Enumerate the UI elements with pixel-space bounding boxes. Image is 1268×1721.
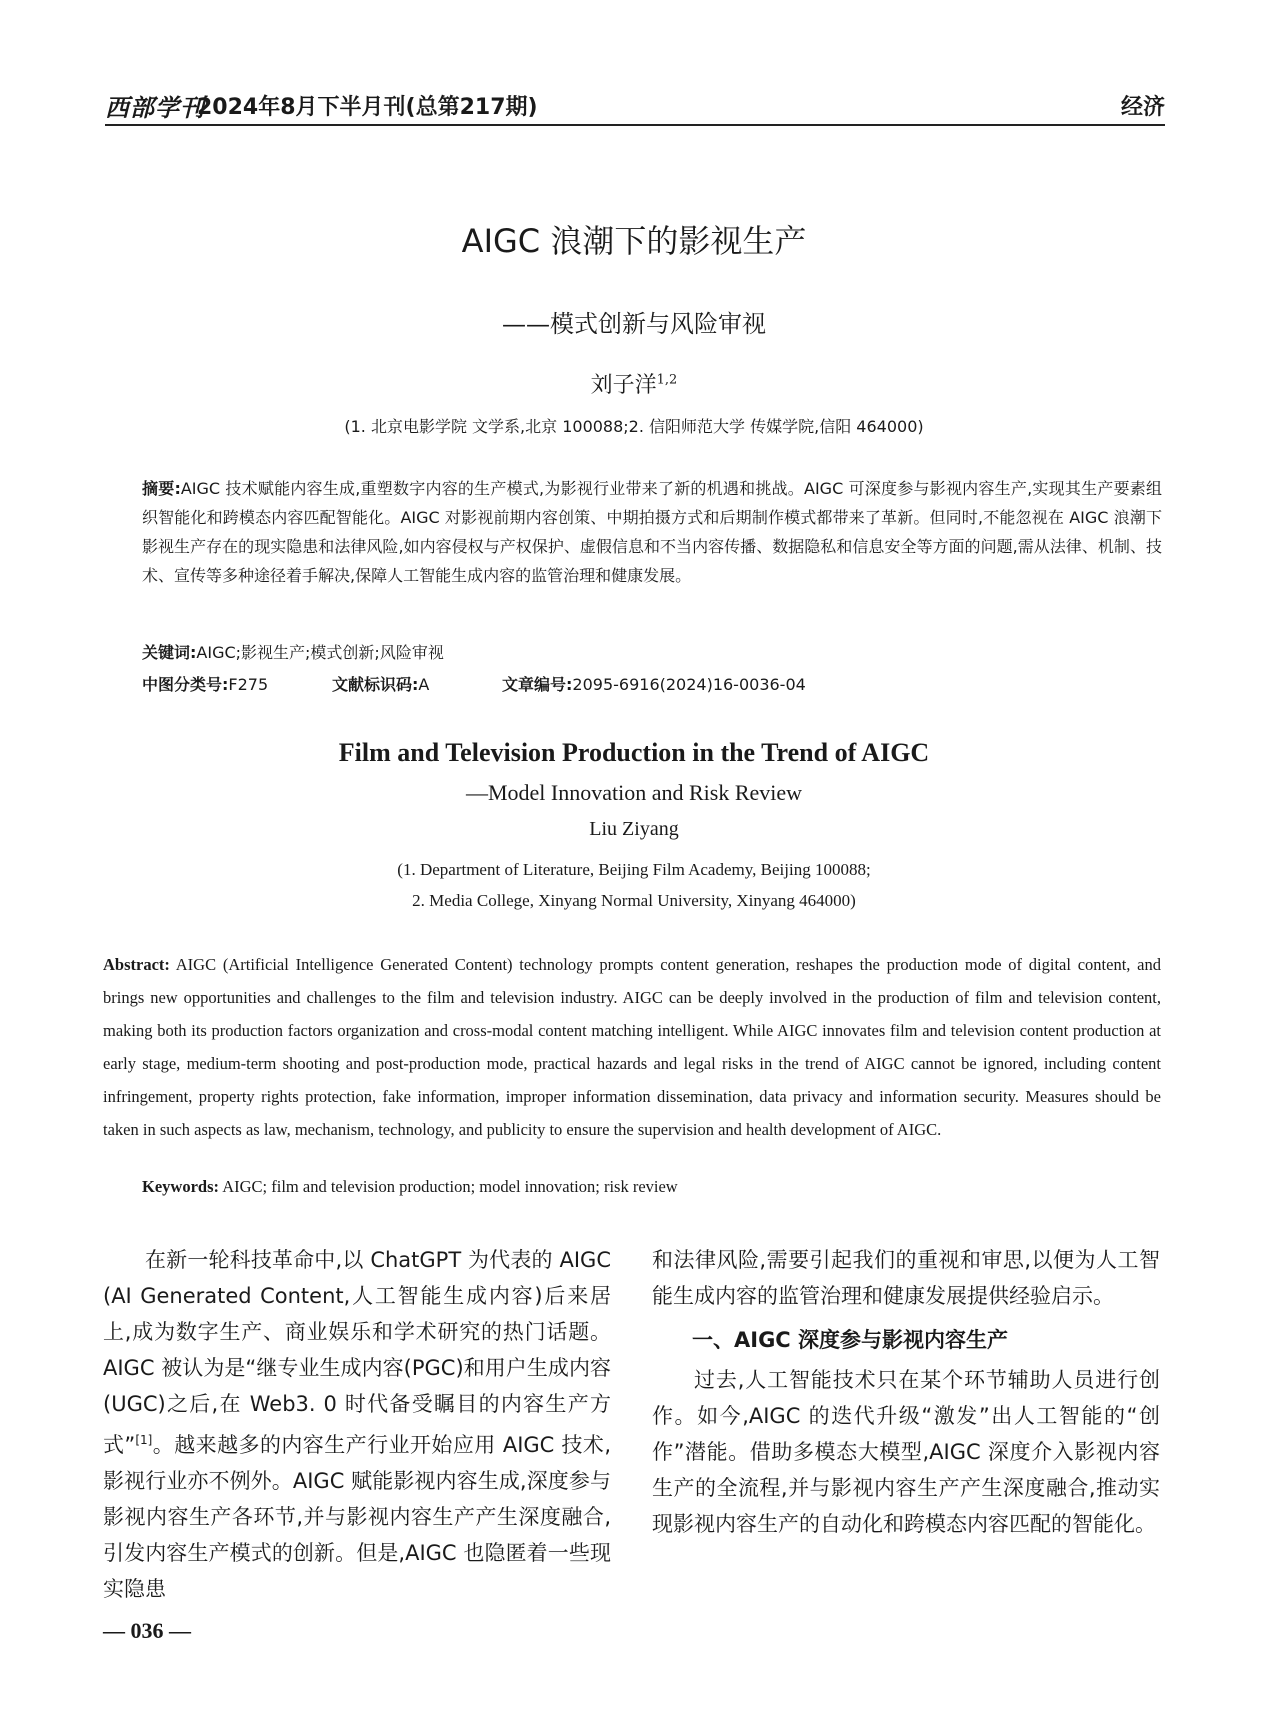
subtitle-english: —Model Innovation and Risk Review [465, 780, 803, 805]
citation-ref: [1] [135, 1433, 153, 1447]
clc-label: 中图分类号: [142, 675, 229, 694]
title-chinese: AIGC 浪潮下的影视生产 [461, 222, 807, 260]
body-column-right [652, 1242, 1160, 1542]
abstract-text: AIGC 技术赋能内容生成,重塑数字内容的生产模式,为影视行业带来了新的机遇和挑战。AIGC 可深度参与影视内容生产,实现其生产要素组织智能化和跨模态内容匹配智能化。AIGC 对影视前期内容创策、中期拍摄方式和后期制作模式都带来了革新。但同时,不能忽视在 AIGC 浪潮下影视生产存在的现实隐患和法律风险,如内容侵权与产权保护、虚假信息和不当内容传播、数据隐私和信息安全等方面的问题,需从法律、机制、技术、宣传等多种途径着手解决,保障人工智能生成内容的监管治理和健康发展。 [142, 479, 1162, 585]
keywords-en-label: Keywords: [142, 1177, 219, 1196]
body-column-left [103, 1242, 611, 1607]
author-english: Liu Ziyang [589, 818, 679, 840]
title-english: Film and Television Production in the Trend of AIGC [338, 738, 930, 767]
clc-value: F275 [228, 675, 269, 694]
affiliation-chinese: (1. 北京电影学院 文学系,北京 100088;2. 信阳师范大学 传媒学院,信阳 464000) [344, 417, 924, 436]
article-number [502, 672, 806, 695]
section-name: 经济 [1120, 95, 1165, 120]
page-header [105, 84, 1165, 126]
author-name: 刘子洋 [590, 373, 657, 398]
author-affiliation-marker: 1,2 [656, 372, 678, 388]
keywords-english [142, 1177, 678, 1197]
author-chinese [0, 368, 1268, 399]
affiliation-line: (1. Department of Literature, Beijing Film Academy, Beijing 100088; [397, 860, 871, 879]
article-label: 文章编号: [502, 675, 573, 694]
abstract-label: 摘要: [142, 479, 181, 498]
issue-info: 2024年8月下半月刊(总第217期) [197, 95, 538, 120]
article-value: 2095-6916(2024)16-0036-04 [572, 675, 806, 694]
body-paragraph: 和法律风险,需要引起我们的重视和审思,以便为人工智能生成内容的监管治理和健康发展提供经验启示。 [652, 1248, 1160, 1308]
affiliation-line: 2. Media College, Xinyang Normal University, Xinyang 464000) [412, 891, 856, 910]
body-paragraph [103, 1242, 611, 1607]
body-text: 。越来越多的内容生产行业开始应用 AIGC 技术,影视行业亦不例外。AIGC 赋能影视内容生成,深度参与影视内容生产各环节,并与影视内容生产产生深度融合,引发内容生产模式的创新。但是,AIGC 也隐匿着一些现实隐患 [103, 1433, 611, 1601]
body-paragraph: 过去,人工智能技术只在某个环节辅助人员进行创作。如今,AIGC 的迭代升级“激发”出人工智能的“创作”潜能。借助多模态大模型,AIGC 深度介入影视内容生产的全流程,并与影视内容生产产生深度融合,推动实现影视内容生产的自动化和跨模态内容匹配的智能化。 [652, 1368, 1160, 1536]
doc-value: A [418, 675, 430, 694]
clc-number [142, 672, 332, 695]
classification-line [142, 672, 1142, 695]
keywords-label: 关键词: [142, 643, 197, 662]
subtitle-chinese: ——模式创新与风险审视 [502, 310, 766, 338]
document-code [332, 672, 502, 695]
abstract-english [103, 948, 1161, 1146]
keywords-en-text: AIGC; film and television production; model innovation; risk review [219, 1177, 678, 1196]
journal-logo: 西部学刊 [105, 93, 205, 122]
doc-label: 文献标识码: [332, 675, 419, 694]
keywords-chinese [142, 640, 444, 663]
section-heading: 一、AIGC 深度参与影视内容生产 [692, 1328, 1009, 1352]
abstract-chinese [142, 474, 1162, 590]
abstract-en-text: AIGC (Artificial Intelligence Generated Content) technology prompts content generation, reshapes the production mode of digital content, and brings new opportunities and challenges to the film and television industry. AIGC can be deeply involved in the production of film and television content, making both its production factors organization and cross-modal content matching intelligent. While AIGC innovates film and television content production at early stage, medium-term shooting and post-production mode, practical hazards and legal risks in the trend of AIGC cannot be ignored, including content infringement, property rights protection, fake information, improper information dissemination, data privacy and information security. Measures should be taken in such aspects as law, mechanism, technology, and publicity to ensure the supervision and health development of AIGC. [103, 955, 1161, 1139]
abstract-en-label: Abstract: [103, 955, 170, 974]
affiliation-english [0, 854, 1268, 916]
keywords-text: AIGC;影视生产;模式创新;风险审视 [196, 643, 444, 662]
body-text: 在新一轮科技革命中,以 ChatGPT 为代表的 AIGC (AI Generated Content,人工智能生成内容)后来居上,成为数字生产、商业娱乐和学术研究的热门话题。AIGC 被认为是“继专业生成内容(PGC)和用户生成内容(UGC)之后,在 Web3. 0 时代备受瞩目的内容生产方式” [103, 1248, 611, 1457]
page-number: — 036 — [103, 1618, 191, 1643]
